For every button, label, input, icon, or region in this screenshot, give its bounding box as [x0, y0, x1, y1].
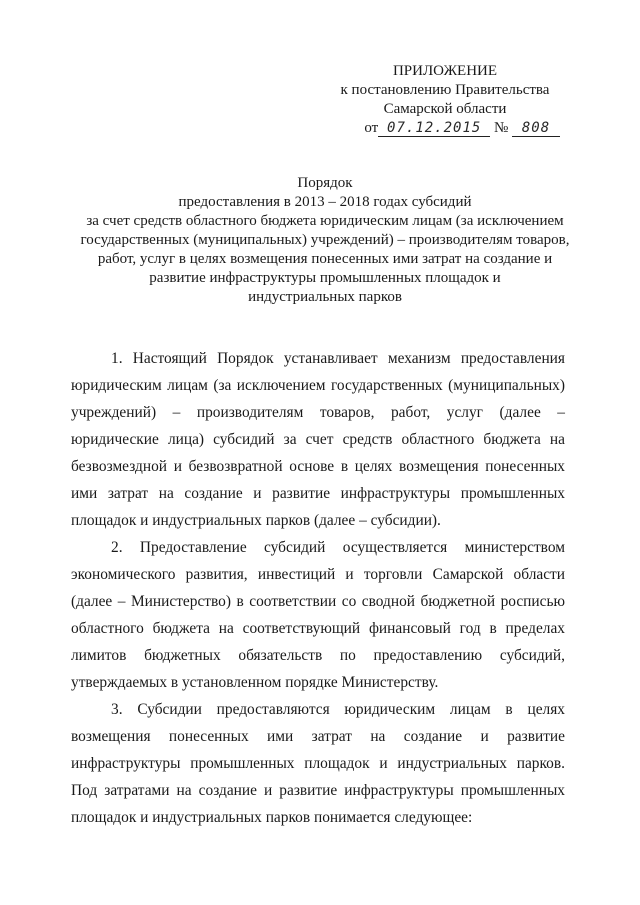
appendix-date-number	[330, 119, 560, 138]
date-prefix: от	[364, 120, 379, 136]
document-title-block	[70, 174, 580, 307]
number-prefix: №	[493, 120, 509, 136]
handwritten-date: 07.12.2015	[378, 121, 490, 137]
title-heading: Порядок	[297, 175, 353, 191]
title-line: за счет средств областного бюджета юридическим лицам (за исключением	[86, 213, 564, 229]
document-body	[71, 345, 565, 831]
title-line: предоставления в 2013 – 2018 годах субсидий	[178, 194, 472, 210]
paragraph-3: 3. Субсидии предоставляются юридическим лицам в целях возмещения понесенных ими затрат на создание и развитие инфраструктуры промышленных площадок и индустриальных парков. Под затратами на создание и развитие инфраструктуры промышленных площадок и индустриальных парков понимается следующее:	[71, 701, 565, 826]
appendix-title: ПРИЛОЖЕНИЕ	[392, 63, 498, 79]
paragraph-2: 2. Предоставление субсидий осуществляется министерством экономического развития, инвестиций и торговли Самарской области (далее – Министерство) в соответствии со сводной бюджетной росписью областного бюджета на соответствующий финансовый год в пределах лимитов бюджетных обязательств по предоставлению субсидий, утверждаемых в установленном порядке Министерству.	[71, 539, 565, 691]
paragraph-1: 1. Настоящий Порядок устанавливает механизм предоставления юридическим лицам (за исключением государственных (муниципальных) учреждений) – производителям товаров, работ, услуг (далее – юридические лица) субсидий за счет средств областного бюджета на безвозмездной и безвозвратной основе в целях возмещения понесенных ими затрат на создание и развитие инфраструктуры промышленных площадок и индустриальных парков (далее – субсидии).	[71, 350, 565, 529]
title-line: индустриальных парков	[248, 289, 402, 305]
title-line: развитие инфраструктуры промышленных площадок и	[149, 270, 501, 286]
appendix-line-1: к постановлению Правительства	[340, 82, 550, 98]
title-line: работ, услуг в целях возмещения понесенных ими затрат на создание и	[97, 251, 553, 267]
appendix-line-2: Самарской области	[383, 101, 507, 117]
appendix-block	[330, 62, 560, 138]
title-line: государственных (муниципальных) учреждений) – производителям товаров,	[80, 232, 570, 248]
handwritten-number: 808	[512, 121, 560, 137]
